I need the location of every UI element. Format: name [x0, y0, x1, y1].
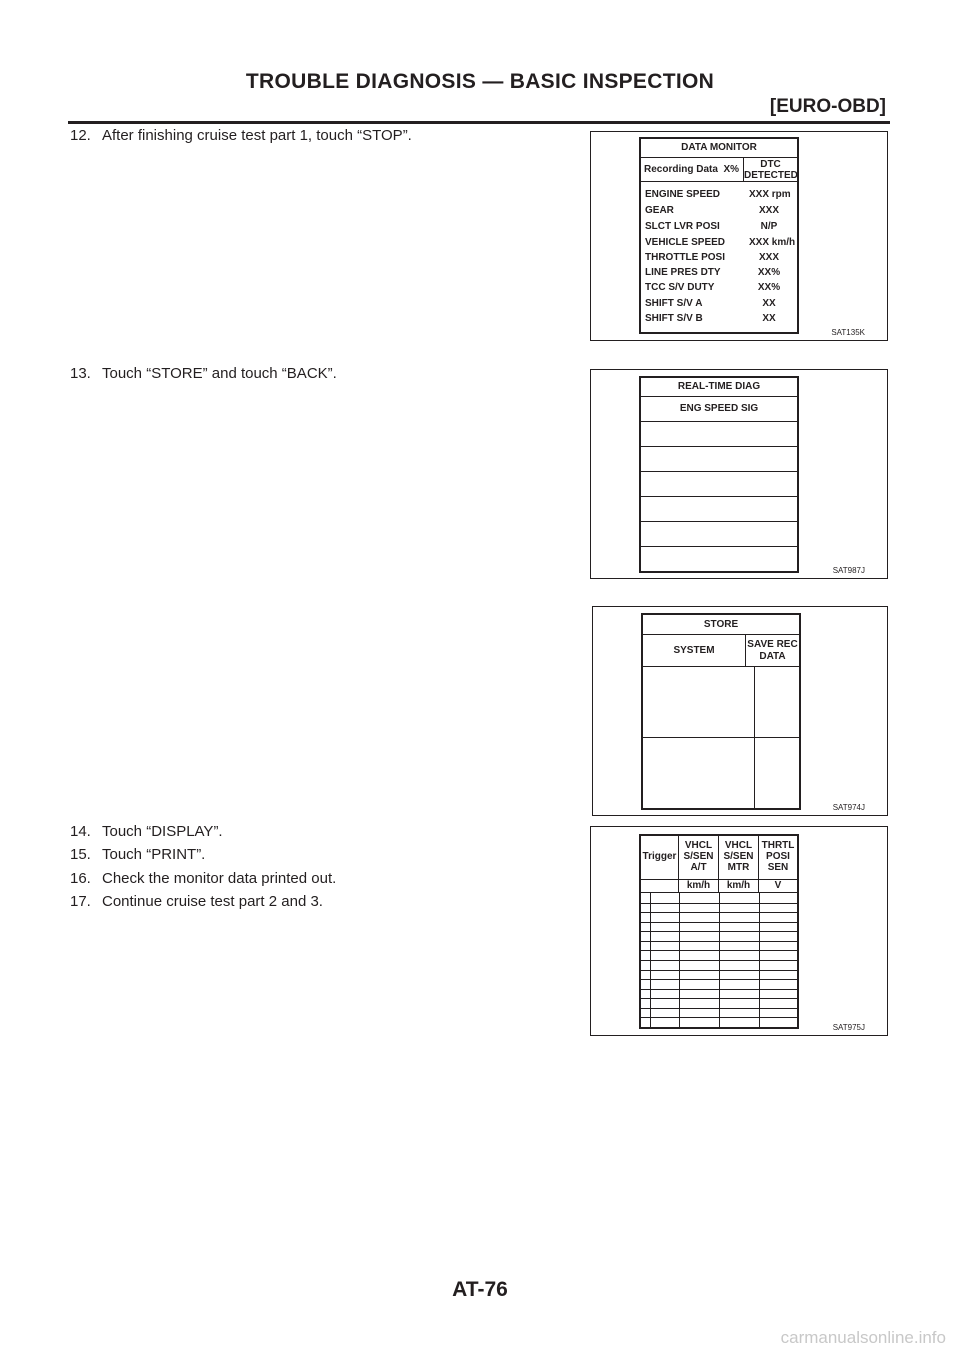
vhcl-ssen-at-header: VHCL S/SEN A/T: [679, 836, 719, 880]
step-17: 17. Continue cruise test part 2 and 3.: [70, 893, 323, 910]
figure-code: SAT975J: [832, 1023, 865, 1032]
grid-col-line: [719, 893, 720, 1027]
store-title: STORE: [643, 615, 799, 635]
dtc-detected-label: DTC DETECTED: [744, 159, 798, 181]
header-rule: [68, 121, 890, 124]
store-cell: [755, 667, 799, 738]
figure-trigger-table: [590, 826, 888, 1036]
figure-code: SAT987J: [832, 566, 865, 575]
unit-cell: km/h: [679, 880, 719, 893]
grid-col-line: [650, 893, 651, 1027]
recording-data-label: Recording Data X%: [641, 158, 744, 182]
empty-row: [641, 522, 797, 547]
realtime-diag-screen: [639, 376, 799, 573]
thrtl-posi-sen-header: THRTL POSI SEN: [759, 836, 797, 880]
trigger-data-grid: [641, 893, 797, 1027]
store-cell: [643, 667, 755, 738]
system-column-header: SYSTEM: [643, 635, 746, 667]
vhcl-ssen-mtr-header: VHCL S/SEN MTR: [719, 836, 759, 880]
step-16: 16. Check the monitor data printed out.: [70, 870, 337, 887]
page-number: AT-76: [452, 1278, 508, 1301]
store-screen: [641, 613, 801, 810]
section-code: [EURO-OBD]: [769, 96, 886, 117]
step-15: 15. Touch “PRINT”.: [70, 846, 206, 863]
trigger-header: Trigger: [641, 836, 679, 880]
step-14: 14. Touch “DISPLAY”.: [70, 823, 223, 840]
figure-code: SAT135K: [831, 328, 865, 337]
empty-row: [641, 497, 797, 522]
save-rec-data-header: SAVE REC DATA: [746, 635, 799, 667]
step-12: 12. After finishing cruise test part 1, touch “STOP”.: [70, 127, 412, 144]
figure-store: [592, 606, 888, 816]
grid-col-line: [759, 893, 760, 1027]
store-cell: [643, 738, 755, 808]
step-13: 13. Touch “STORE” and touch “BACK”.: [70, 365, 337, 382]
data-monitor-title: DATA MONITOR: [641, 139, 797, 158]
eng-speed-sig-item: ENG SPEED SIG: [641, 397, 797, 422]
data-monitor-screen: DATA MONITOR Recording Data X% DTC DETECTED ENGINE SPEED XXX rpm GEAR XXX SLCT LVR POSI N/P VEHICLE SPEED XXX km/h THROTTLE POSI XXX LINE PRES DTY XX% TCC S/V DUTY XX% SHIFT S/V A XX SHIFT S/V B XX: [639, 137, 799, 334]
watermark: carmanualsonline.info: [780, 1328, 946, 1347]
empty-row: [641, 472, 797, 497]
realtime-diag-title: REAL-TIME DIAG: [641, 378, 797, 397]
page-title: TROUBLE DIAGNOSIS — BASIC INSPECTION: [245, 70, 715, 93]
trigger-screen: [639, 834, 799, 1029]
figure-code: SAT974J: [832, 803, 865, 812]
unit-cell: km/h: [719, 880, 759, 893]
empty-row: [641, 422, 797, 447]
store-cell: [755, 738, 799, 808]
figure-realtime-diag: [590, 369, 888, 579]
figure-data-monitor: [590, 131, 888, 341]
grid-col-line: [679, 893, 680, 1027]
empty-row: [641, 447, 797, 472]
unit-cell: V: [759, 880, 797, 893]
unit-cell: [641, 880, 679, 893]
